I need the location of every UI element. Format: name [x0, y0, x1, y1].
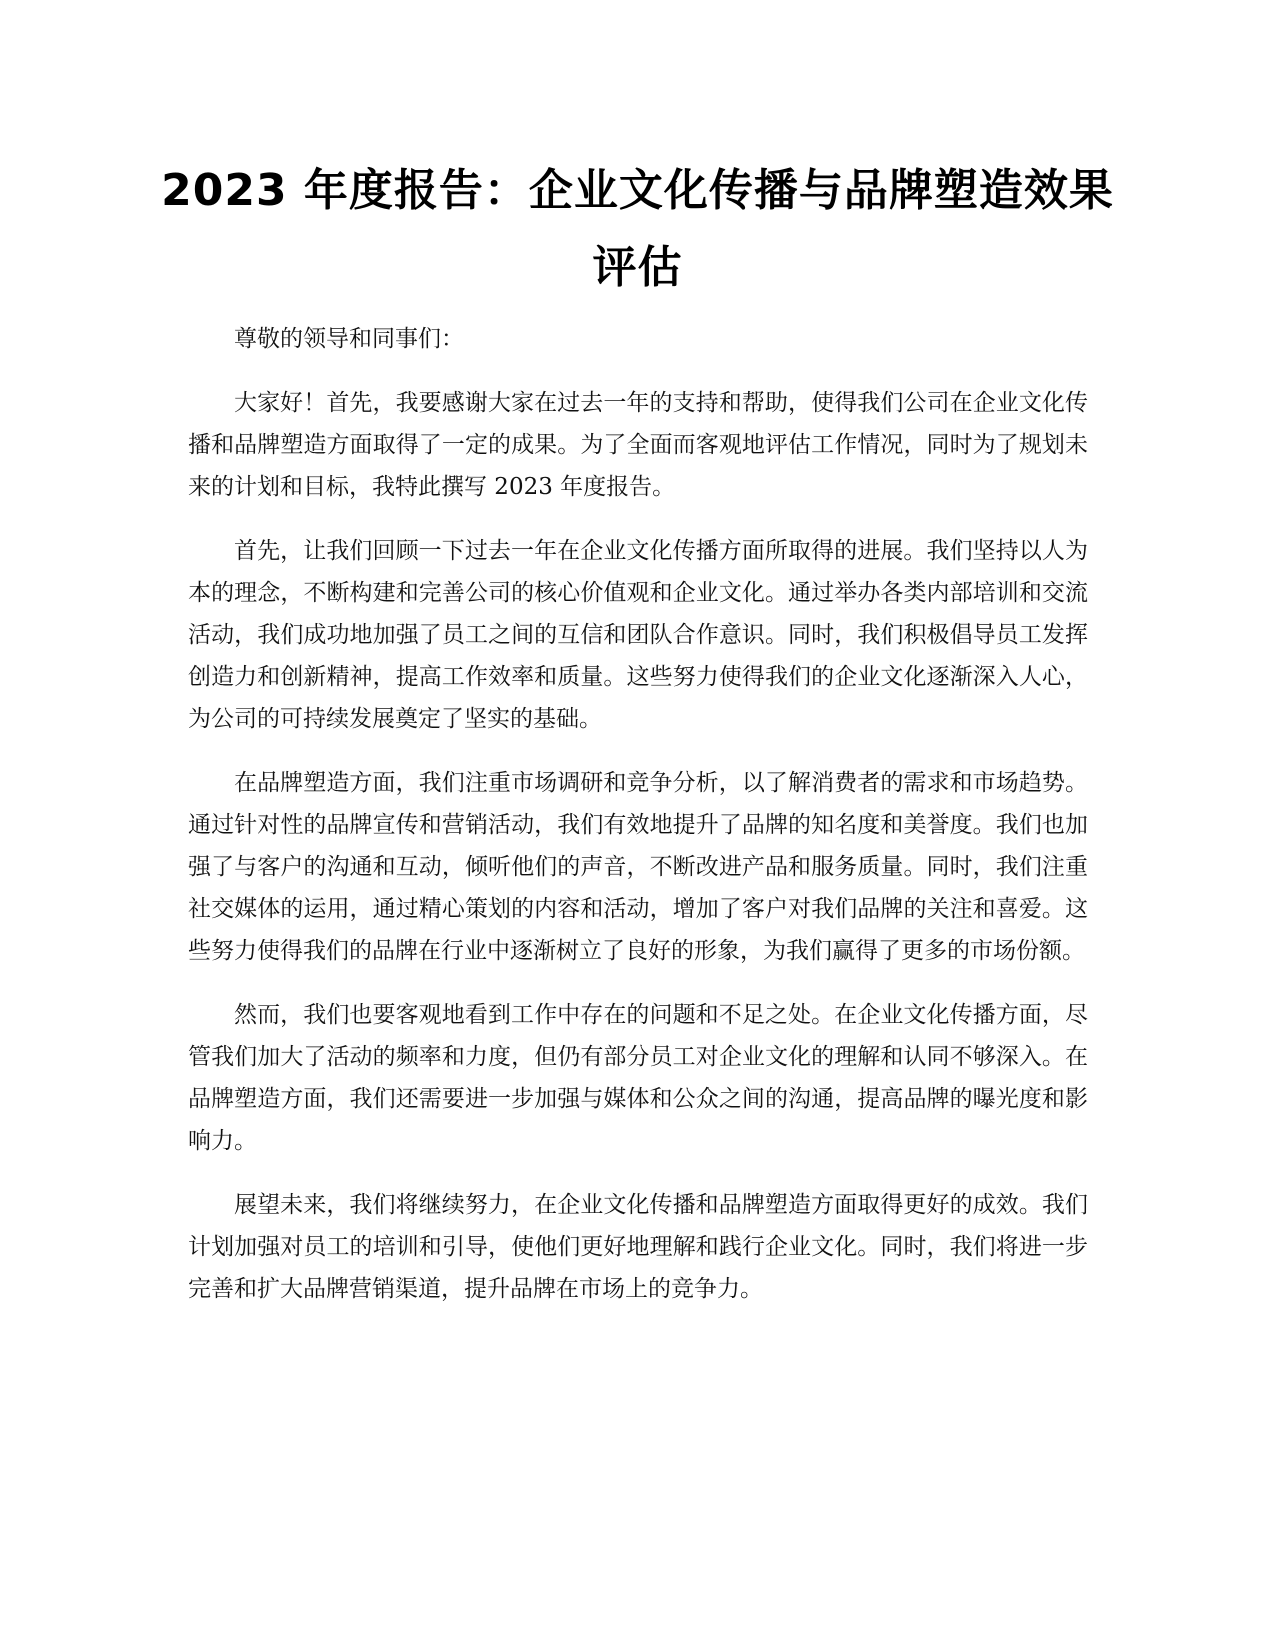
paragraph-brand-building: 在品牌塑造方面，我们注重市场调研和竞争分析，以了解消费者的需求和市场趋势。通过针对性的品牌宣传和营销活动，我们有效地提升了品牌的知名度和美誉度。我们也加强了与客户的沟通和互动，倾听他们的声音，不断改进产品和服务质量。同时，我们注重社交媒体的运用，通过精心策划的内容和活动，增加了客户对我们品牌的关注和喜爱。这些努力使得我们的品牌在行业中逐渐树立了良好的形象，为我们赢得了更多的市场份额。: [188, 770, 1088, 964]
document-title: 2023 年度报告：企业文化传播与品牌塑造效果评估: [161, 165, 1114, 293]
paragraph-culture-progress: 首先，让我们回顾一下过去一年在企业文化传播方面所取得的进展。我们坚持以人为本的理念，不断构建和完善公司的核心价值观和企业文化。通过举办各类内部培训和交流活动，我们成功地加强了员工之间的互信和团队合作意识。同时，我们积极倡导员工发挥创造力和创新精神，提高工作效率和质量。这些努力使得我们的企业文化逐渐深入人心，为公司的可持续发展奠定了坚实的基础。: [188, 538, 1088, 732]
greeting: 尊敬的领导和同事们：: [234, 326, 464, 352]
paragraph-intro: 大家好！首先，我要感谢大家在过去一年的支持和帮助，使得我们公司在企业文化传播和品牌塑造方面取得了一定的成果。为了全面而客观地评估工作情况，同时为了规划未来的计划和目标，我特此撰写 2023 年度报告。: [188, 390, 1088, 500]
paragraph-outlook: 展望未来，我们将继续努力，在企业文化传播和品牌塑造方面取得更好的成效。我们计划加强对员工的培训和引导，使他们更好地理解和践行企业文化。同时，我们将进一步完善和扩大品牌营销渠道，提升品牌在市场上的竞争力。: [188, 1192, 1088, 1302]
document-body: [188, 318, 1088, 1332]
paragraph-problems: 然而，我们也要客观地看到工作中存在的问题和不足之处。在企业文化传播方面，尽管我们加大了活动的频率和力度，但仍有部分员工对企业文化的理解和认同不够深入。在品牌塑造方面，我们还需要进一步加强与媒体和公众之间的沟通，提高品牌的曝光度和影响力。: [188, 1002, 1088, 1154]
